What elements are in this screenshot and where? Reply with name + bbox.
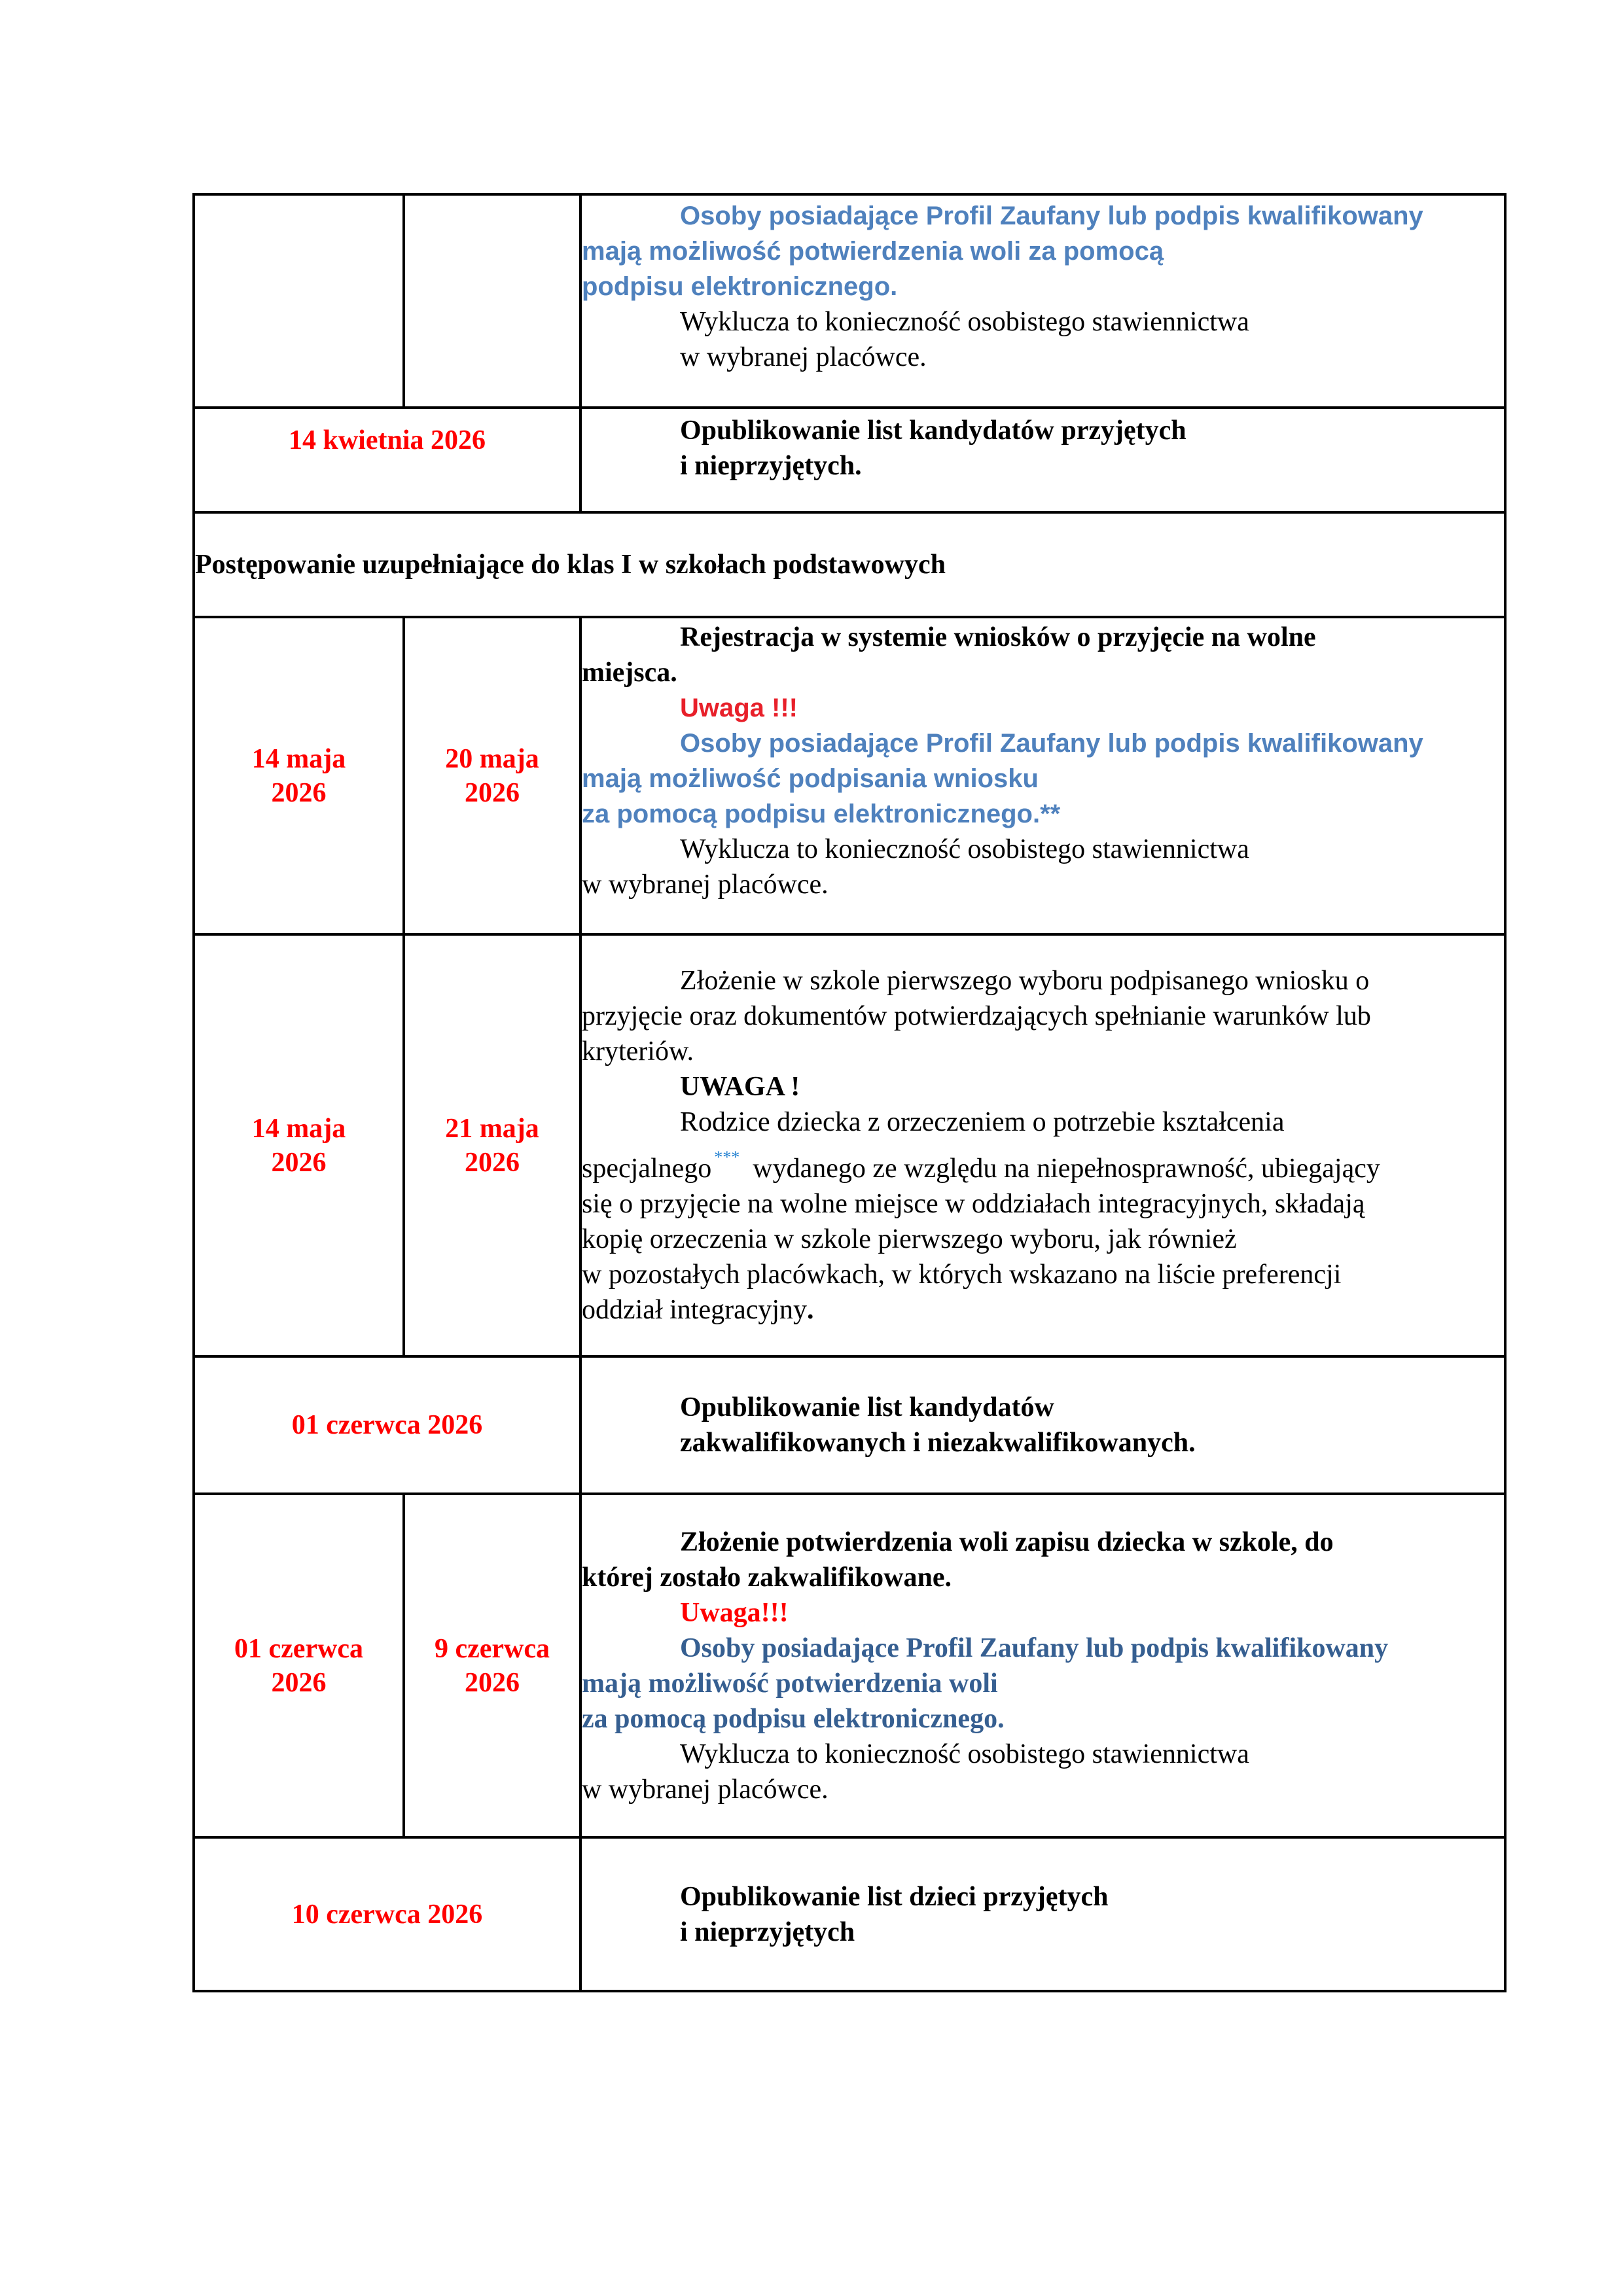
date-text: 01 czerwca [234,1633,364,1664]
date-cell: 10 czerwca 2026 [194,1837,580,1991]
description-cell [580,617,1505,934]
body-text: której zostało zakwalifikowane. [582,1562,952,1593]
body-text: Wyklucza to konieczność osobistego stawiennictwa [680,834,1249,864]
table-row [194,617,1505,934]
table-row [194,194,1505,408]
body-text: Rodzice dziecka z orzeczeniem o potrzebie kształcenia [680,1107,1285,1137]
body-text: Złożenie potwierdzenia woli zapisu dziecka w szkole, do [680,1527,1334,1557]
date-end-cell [404,1494,580,1837]
description-cell [580,408,1505,512]
body-text: Rejestracja w systemie wniosków o przyjęcie na wolne [680,622,1316,652]
table-row [194,934,1505,1356]
date-start-cell [194,934,404,1356]
info-text: Osoby posiadające Profil Zaufany lub podpis kwalifikowany [680,1633,1389,1663]
body-text: Opublikowanie list kandydatów [680,1392,1054,1422]
info-text: mają możliwość potwierdzenia woli [582,1668,998,1699]
date-text: 2026 [465,1667,520,1698]
body-text: specjalnego [582,1154,712,1184]
date-text: 20 maja [445,743,539,774]
section-header: Postępowanie uzupełniające do klas I w szkołach podstawowych [194,512,1505,617]
table-row [194,1494,1505,1837]
body-text: zakwalifikowanych i niezakwalifikowanych. [680,1428,1196,1458]
body-text: i nieprzyjętych. [680,451,862,481]
date-start-cell [194,617,404,934]
body-text: Opublikowanie list dzieci przyjętych [680,1881,1109,1912]
body-text: w wybranej placówce. [582,1774,829,1805]
info-text: za pomocą podpisu elektronicznego. [582,1703,1005,1734]
warning-text: Uwaga!!! [680,1597,789,1628]
description-cell [580,1356,1505,1494]
punctuation: . [807,1295,814,1325]
schedule-table [192,193,1507,1992]
date-end-cell [404,617,580,934]
body-text: przyjęcie oraz dokumentów potwierdzających spełnianie warunków lub [582,1001,1371,1031]
date-end-cell [404,934,580,1356]
description-cell [580,1837,1505,1991]
date-text: 2026 [465,1147,520,1178]
body-text: Wyklucza to konieczność osobistego stawiennictwa [680,1739,1249,1769]
section-header-row [194,512,1505,617]
body-text: kryteriów. [582,1036,694,1067]
date-text: 2026 [271,1667,327,1698]
body-text: Wyklucza to konieczność osobistego stawiennictwa [680,307,1249,337]
body-text: Opublikowanie list kandydatów przyjętych [680,415,1186,446]
date-text: 2026 [271,777,327,808]
date-text: 14 maja [251,743,346,774]
info-text: podpisu elektronicznego. [582,272,898,301]
description-cell [580,194,1505,408]
body-text [582,1140,1504,1186]
date-cell: 14 kwietnia 2026 [194,408,580,512]
table-row [194,1356,1505,1494]
date-text: 2026 [465,777,520,808]
description-cell [580,1494,1505,1837]
warning-text: Uwaga !!! [680,694,798,722]
date-cell: 01 czerwca 2026 [194,1356,580,1494]
body-text: Złożenie w szkole pierwszego wyboru podpisanego wniosku o [680,966,1370,996]
body-text: miejsca. [582,658,677,688]
date-start-cell [194,194,404,408]
date-start-cell [194,1494,404,1837]
info-text: mają możliwość podpisania wniosku [582,764,1039,793]
date-text: 14 maja [251,1113,346,1144]
body-text: w wybranej placówce. [582,870,829,900]
body-text: w wybranej placówce. [680,342,927,372]
date-text: 9 czerwca [434,1633,550,1664]
warning-text: UWAGA ! [680,1072,800,1102]
info-text: Osoby posiadające Profil Zaufany lub podpis kwalifikowany [680,202,1423,230]
body-text: kopię orzeczenia w szkole pierwszego wyboru, jak również [582,1224,1237,1254]
table-row [194,1837,1505,1991]
info-text: za pomocą podpisu elektronicznego.** [582,800,1061,828]
body-text: i nieprzyjętych [680,1916,855,1947]
body-text: w pozostałych placówkach, w których wskazano na liście preferencji [582,1260,1342,1290]
footnote-mark: *** [714,1148,740,1167]
info-text: mają możliwość potwierdzenia woli za pomocą [582,237,1164,266]
info-text: Osoby posiadające Profil Zaufany lub podpis kwalifikowany [680,729,1423,758]
body-text: oddział integracyjny [582,1295,808,1325]
body-text: wydanego ze względu na niepełnosprawność, ubiegający [753,1154,1380,1184]
description-cell [580,934,1505,1356]
date-text: 21 maja [445,1113,539,1144]
body-text: się o przyjęcie na wolne miejsce w oddziałach integracyjnych, składają [582,1189,1365,1219]
table-row [194,408,1505,512]
body-text [582,1292,1504,1328]
date-text: 2026 [271,1147,327,1178]
date-end-cell [404,194,580,408]
